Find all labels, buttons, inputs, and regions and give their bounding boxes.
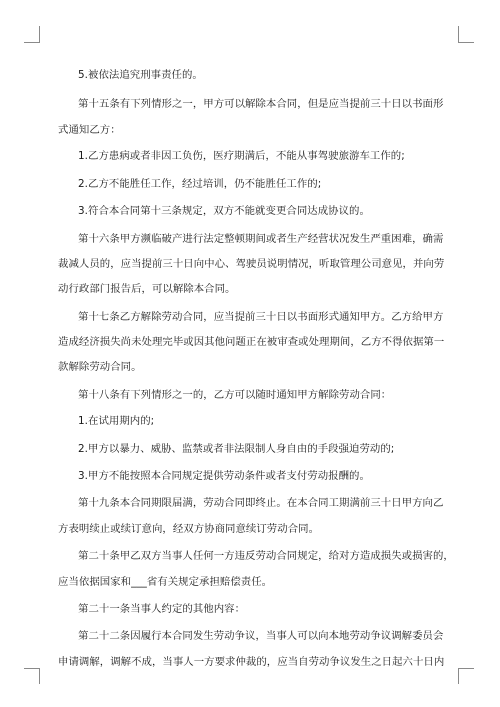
text-line: 第二十一条当事人约定的其他内容： bbox=[78, 603, 246, 615]
crop-mark-bottom-left-vertical bbox=[39, 668, 40, 684]
text-line: 2.甲方以暴力、威胁、监禁或者非法限制人身自由的手段强迫劳动的; bbox=[78, 443, 395, 455]
text-line: 应当依据国家和___省有关规定承担赔偿责任。 bbox=[58, 576, 273, 588]
text-line: 式通知乙方： bbox=[58, 124, 121, 136]
text-line: 5.被依法追究刑事责任的。 bbox=[78, 69, 203, 81]
text-line: 1.乙方患病或者非因工负伤，医疗期满后，不能从事驾驶旅游车工作的; bbox=[78, 150, 405, 162]
text-line: 1.在试用期内的; bbox=[78, 415, 155, 427]
crop-mark-top-left-vertical bbox=[39, 26, 40, 42]
text-line: 第十七条乙方解除劳动合同，应当提前三十日以书面形式通知甲方。乙方给甲方 bbox=[78, 311, 444, 323]
text-line: 方表明续止或续订意向，经双方协商同意续订劳动合同。 bbox=[58, 523, 320, 535]
text-line: 第二十二条因履行本合同发生劳动争议，当事人可以向本地劳动争议调解委员会 bbox=[78, 630, 444, 642]
text-line: 裁减人员的，应当提前三十日向中心、驾驶员说明情况，听取管理公司意见，并向劳 bbox=[58, 258, 445, 270]
text-line: 第十八条有下列情形之一的，乙方可以随时通知甲方解除劳动合同： bbox=[78, 389, 392, 401]
crop-mark-top-left-horizontal bbox=[24, 42, 40, 43]
text-line: 第二十条甲乙双方当事人任何一方违反劳动合同规定，给对方造成损失或损害的， bbox=[78, 550, 454, 562]
text-line: 3.符合本合同第十三条规定，双方不能就变更合同达成协议的。 bbox=[78, 205, 370, 217]
text-line: 第十九条本合同期限届满，劳动合同即终止。在本合同工期满前三十日甲方向乙 bbox=[78, 497, 444, 509]
text-line: 动行政部门报告后，可以解除本合同。 bbox=[58, 283, 236, 295]
text-line: 申请调解，调解不成，当事人一方要求仲裁的，应当自劳动争议发生之日起六十日内 bbox=[58, 656, 445, 668]
text-line: 造成经济损失尚未处理完毕或因其他问题正在被审查或处理期间，乙方不得依据第一 bbox=[58, 336, 445, 348]
crop-mark-bottom-left-horizontal bbox=[24, 668, 40, 669]
text-line: 款解除劳动合同。 bbox=[58, 361, 142, 373]
text-line: 第十六条甲方濒临破产进行法定整顿期间或者生产经营状况发生严重困难，确需 bbox=[78, 233, 444, 245]
crop-mark-top-right-vertical bbox=[458, 26, 459, 42]
text-line: 第十五条有下列情形之一，甲方可以解除本合同，但是应当提前三十日以书面形 bbox=[78, 98, 444, 110]
crop-mark-bottom-right-vertical bbox=[458, 668, 459, 684]
crop-mark-top-right-horizontal bbox=[458, 42, 474, 43]
text-line: 2.乙方不能胜任工作，经过培训，仍不能胜任工作的; bbox=[78, 178, 322, 190]
text-line: 3.甲方不能按照本合同规定提供劳动条件或者支付劳动报酬的。 bbox=[78, 470, 370, 482]
crop-mark-bottom-right-horizontal bbox=[458, 668, 474, 669]
